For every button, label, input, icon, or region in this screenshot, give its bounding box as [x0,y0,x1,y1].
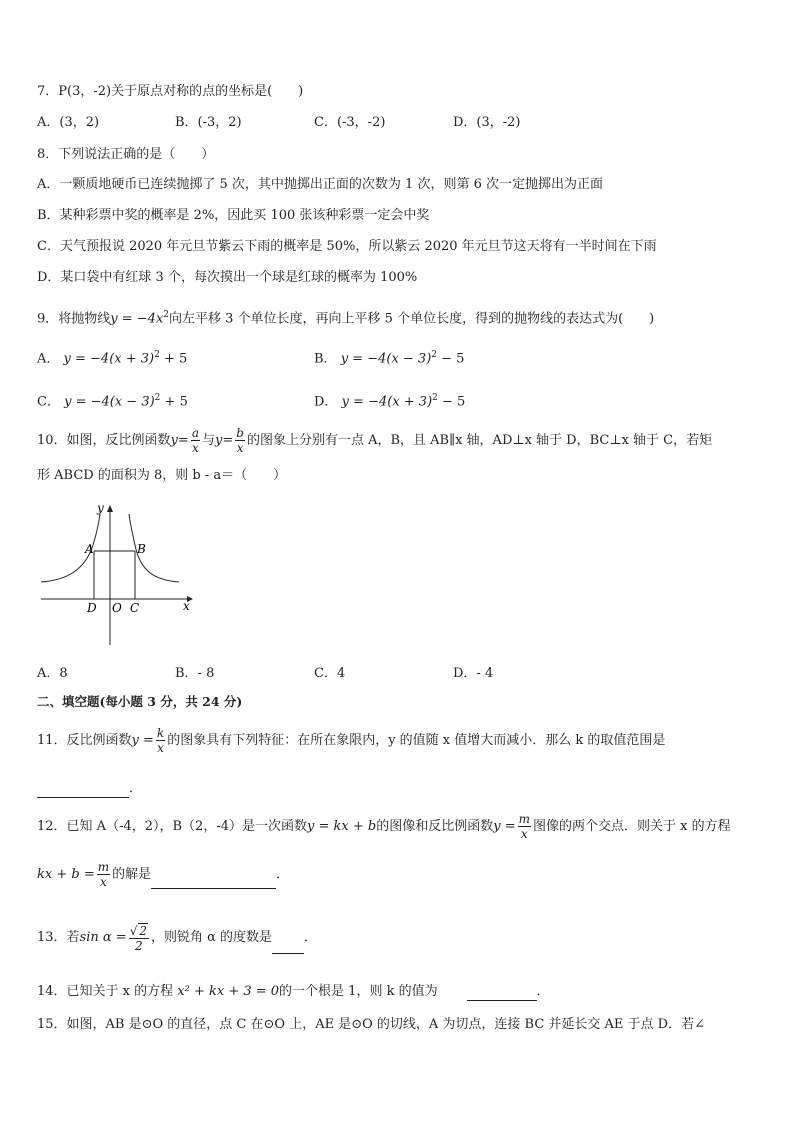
q12-stem: 12．已知 A（-4，2），B（2，-4）是一次函数y = kx + b的图像和反比例函数y = $\frac{m}{x}$ 图像的两个交点．则关于 x 的方程 [37,812,731,841]
q9-option-b: B． $y = -4(x - 3)^2 - 5$ [314,350,465,367]
q9-prefix: 9．将抛物线 [37,311,111,327]
q8-stem: 8．下列说法正确的是（ ） [37,147,215,162]
q9-suffix: 向左平移 3 个单位长度，再向上平移 5 个单位长度，得到的抛物线的表达式为( ) [169,311,655,327]
q8-option-c: C．天气预报说 2020 年元旦节紫云下雨的概率是 50%，所以紫云 2020 年元旦节这天将有一半时间在下雨 [37,239,657,254]
q11-stem: 11．反比例函数y = $\frac{k}{x}$ 的图象具有下列特征：在所在象限内，y 的值随 x 值增大而减小．那么 k 的取值范围是 [37,726,666,755]
label-o: O [112,601,122,615]
q10-option-b: B．- 8 [175,666,215,681]
q11-frac-k: $\frac{k}{x}$ [156,726,165,755]
label-b: B [137,542,146,556]
q10-figure [37,500,197,650]
q9-option-c: C． $y = -4(x - 3)^2 + 5$ [37,393,188,410]
q12-frac-m2: $\frac{m}{x}$ [97,860,110,889]
q7-option-b: B．(-3，2) [175,115,242,130]
q7-stem: 7．P(3，-2)关于原点对称的点的坐标是( ) [37,84,304,99]
label-a: A [85,542,94,556]
q9-option-a: A． $y = -4(x + 3)^2 + 5$ [37,350,188,367]
q10-stem-line2: 形 ABCD 的面积为 8，则 b - a＝（ ） [37,468,287,483]
q7-option-d: D．(3，-2) [453,115,521,130]
q14-answer-blank[interactable] [467,988,537,1001]
q8-option-b: B．某种彩票中奖的概率是 2%，因此买 100 张该种彩票一定会中奖 [37,208,430,223]
q12-frac-m: $\frac{m}{x}$ [518,812,530,841]
y-axis-arrow [107,505,113,512]
q9-stem [37,306,654,328]
label-d: D [87,601,97,615]
q14-stem: 14．已知关于 x 的方程 x² + kx + 3 = 0的一个根是 1，则 k 的值为 ． [37,984,550,999]
q12-stem-line2: kx + b = $\frac{m}{x}$ 的解是 ． [37,860,290,889]
label-c: C [130,601,140,615]
q10-stem: 10．如图，反比例函数y= $\frac{a}{x}$ 与y= $\frac{b}{x}$ 的图象上分别有一点 A，B，且 AB∥x 轴，AD⊥x 轴于 D，BC⊥x 轴于 C，若矩 [37,426,713,455]
q13-answer-blank[interactable] [272,941,304,954]
label-x: x [183,599,190,613]
q7-option-c: C．(-3，-2) [314,115,386,130]
q10-option-c: C．4 [314,666,346,681]
q15-stem: 15．如图，AB 是⊙O 的直径，点 C 在⊙O 上，AE 是⊙O 的切线，A 为切点，连接 BC 并延长交 AE 于点 D．若∠ [37,1017,706,1032]
q11-answer-blank[interactable] [37,785,129,798]
q10-option-d: D．- 4 [453,666,494,681]
q10-frac-a: $\frac{a}{x}$ [191,426,199,455]
label-y: y [97,501,104,515]
q8-option-a: A．一颗质地硬币已连续抛掷了 5 次，其中抛掷出正面的次数为 1 次，则第 6 次一定抛掷出为正面 [37,177,603,192]
q13-stem: 13．若sin α = $\frac{√ 2}{2}$ ，则锐角 α 的度数是 ． [37,923,318,953]
q9-option-d: D． $y = -4(x + 3)^2 - 5$ [314,393,466,410]
q9-formula-exp: 2 [163,310,170,320]
section-fill-in-heading: 二、填空题(每小题 3 分，共 24 分) [37,694,243,709]
q10-frac-b: $\frac{b}{x}$ [236,426,244,455]
q8-option-d: D．某口袋中有红球 3 个，每次摸出一个球是红球的概率为 100% [37,270,418,285]
q10-option-a: A．8 [37,666,68,681]
q9-formula: y = −4x [110,311,164,327]
q7-option-a: A．(3，2) [37,115,100,130]
q12-answer-blank[interactable] [151,876,276,889]
q11-answer-line: ． [37,780,142,798]
q13-frac: $\frac{√ 2}{2}$ [129,923,147,953]
